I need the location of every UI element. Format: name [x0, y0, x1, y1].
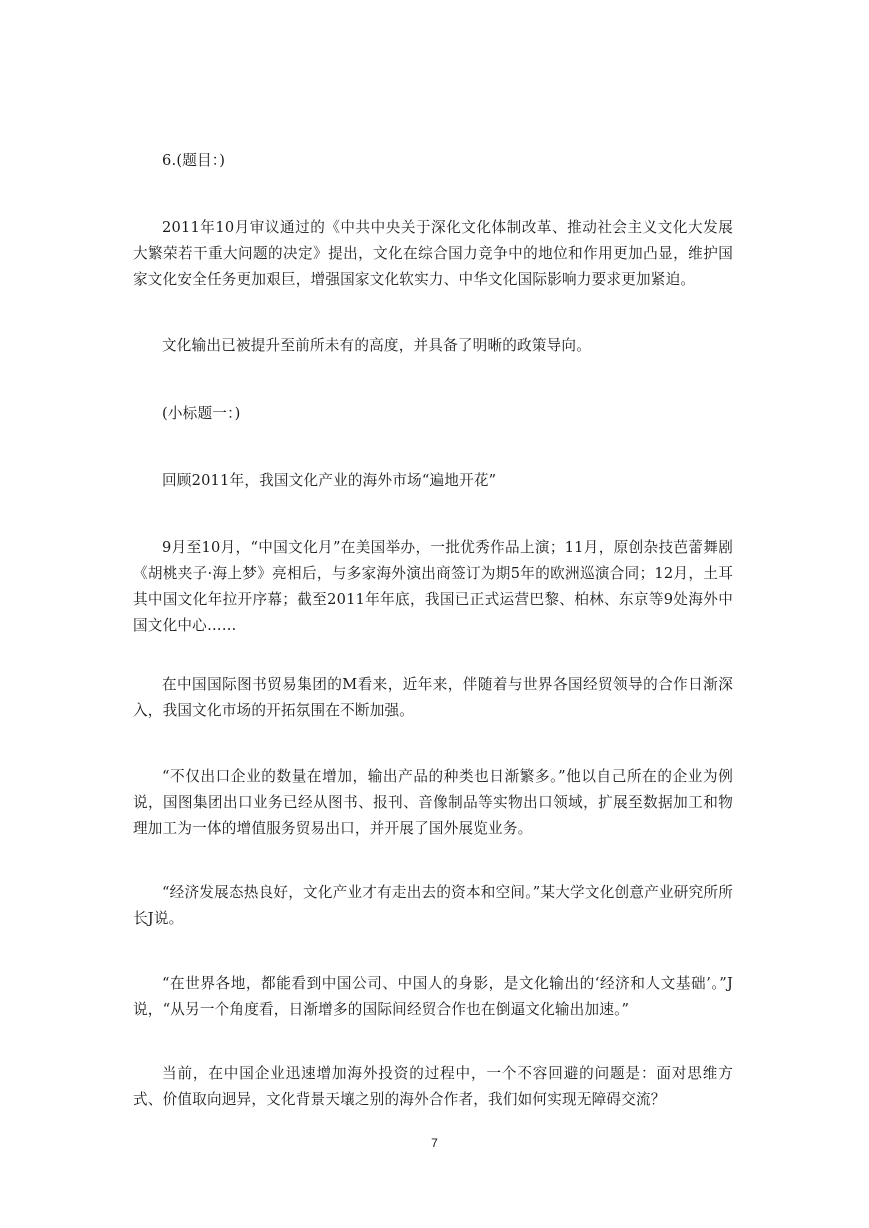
paragraph-market: 在中国国际图书贸易集团的M看来，近年来，伴随着与世界各国经贸领导的合作日渐深入，我国文化市场的开拓氛围在不断加强。	[133, 676, 733, 719]
question-number: 6.(题目：)	[162, 152, 226, 169]
paragraph-communication: 当前，在中国企业迅速增加海外投资的过程中，一个不容回避的问题是：面对思维方式、价值取向迥异，文化背景天壤之别的海外合作者，我们如何实现无障碍交流？	[133, 1065, 733, 1108]
paragraph-events: 9月至10月，“中国文化月”在美国举办，一批优秀作品上演；11月，原创杂技芭蕾舞剧《胡桃夹子·海上梦》亮相后，与多家海外演出商签订为期5年的欧洲巡演合同；12月，土耳其中国文化年拉开序幕；截至2011年年底，我国已正式运营巴黎、柏林、东京等9处海外中国文化中心……	[133, 539, 733, 634]
page-number: 7	[431, 1136, 438, 1150]
paragraph-review: 回顾2011年，我国文化产业的海外市场“遍地开花”	[162, 472, 497, 489]
paragraph-policy: 文化输出已被提升至前所未有的高度，并具备了明晰的政策导向。	[162, 337, 592, 354]
paragraph-decision: 2011年10月审议通过的《中共中央关于深化文化体制改革、推动社会主义文化大发展大繁荣若干重大问题的决定》提出，文化在综合国力竞争中的地位和作用更加凸显，维护国家文化安全任务更加艰巨，增强国家文化软实力、中华文化国际影响力要求更加紧迫。	[133, 219, 733, 288]
paragraph-economy: “经济发展态热良好，文化产业才有走出去的资本和空间。”某大学文化创意产业研究所所长J说。	[133, 884, 733, 927]
paragraph-exports: “不仅出口企业的数量在增加，输出产品的种类也日渐繁多。”他以自己所在的企业为例说，国图集团出口业务已经从图书、报刊、音像制品等实物出口领域，扩展至数据加工和物理加工为一体的增值服务贸易出口，并开展了国外展览业务。	[133, 768, 733, 837]
subheading-placeholder: (小标题一：)	[162, 405, 241, 422]
paragraph-foundation: “在世界各地，都能看到中国公司、中国人的身影，是文化输出的‘经济和人文基础’。”J说，“从另一个角度看，日渐增多的国际间经贸合作也在倒逼文化输出加速。”	[133, 975, 733, 1018]
